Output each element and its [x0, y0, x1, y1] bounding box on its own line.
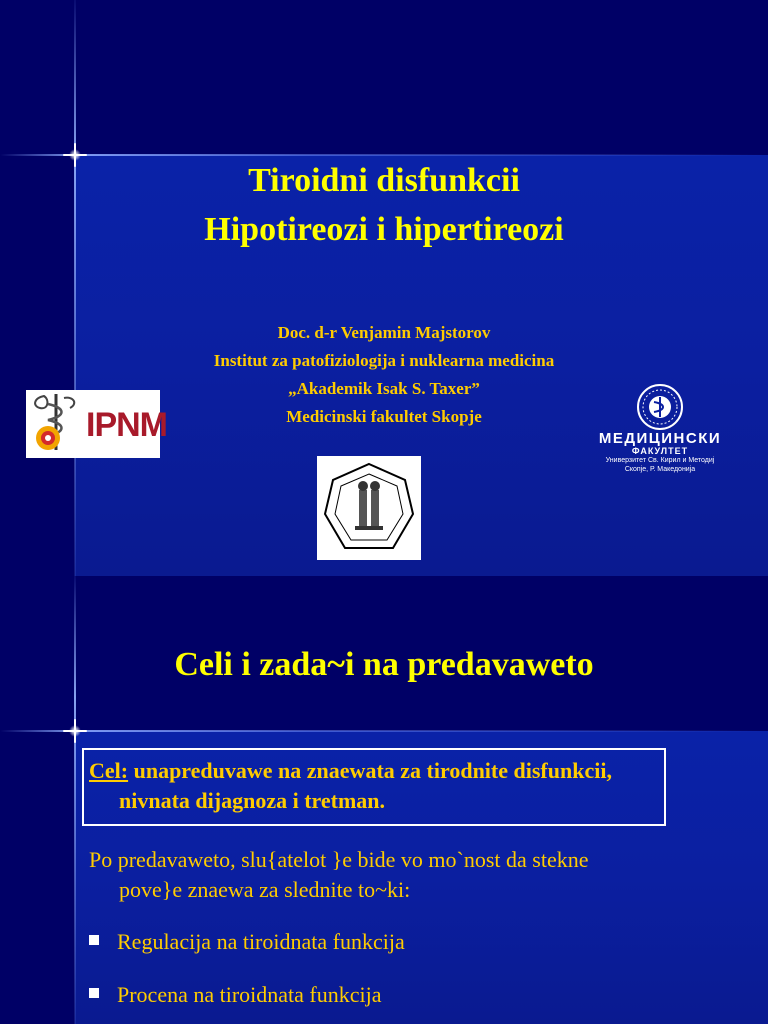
slide-2	[0, 576, 768, 1024]
medical-faculty-logo	[590, 384, 730, 480]
decor-line	[0, 154, 768, 156]
medical-faculty-name: МЕДИЦИНСКИ	[598, 430, 722, 447]
goal-label: Cel:	[89, 758, 129, 783]
bullet-square-icon	[89, 935, 99, 945]
list-item	[89, 927, 405, 957]
ipnm-logo-text: IPNM	[86, 406, 167, 444]
ipnm-logo	[26, 390, 167, 458]
university-line1: Универзитет Св. Кирил и Методиј	[605, 457, 715, 464]
objectives-intro-line1: Po predavaweto, slu{atelot }e bide vo mo`nost da stekne	[89, 847, 589, 872]
goal-line1: unapreduvawe na znaewata za tirodnite disfunkcii,	[128, 758, 612, 783]
decor-line	[74, 576, 76, 1024]
university-seal-icon	[317, 456, 421, 560]
medical-faculty-university	[590, 456, 730, 474]
medical-faculty-subtitle: ФАКУЛТЕТ	[631, 446, 689, 456]
caduceus-icon	[26, 390, 86, 458]
decor-line	[74, 0, 76, 576]
slide-heading: Celi i zada~i na predavaweto	[174, 646, 594, 683]
university-line2: Скопје, Р. Македонија	[624, 466, 696, 473]
goal-line2: nivnata dijagnoza i tretman.	[119, 788, 386, 813]
faculty-name: Medicinski fakultet Skopje	[286, 407, 482, 426]
list-item	[89, 980, 382, 1010]
objectives-intro	[89, 845, 749, 905]
author-name: Doc. d-r Venjamin Majstorov	[277, 323, 491, 342]
objectives-intro-line2: pove}e znaewa za slednite to~ki:	[119, 877, 411, 902]
sparkle-glow	[69, 149, 81, 161]
university-seal	[317, 456, 421, 560]
institute-name: Institut za patofiziologija i nuklearna medicina	[213, 351, 555, 370]
goal-text	[89, 756, 729, 816]
slide-title-line1: Tiroidni disfunkcii	[248, 162, 520, 199]
bullet-square-icon	[89, 988, 99, 998]
sparkle-glow	[69, 725, 81, 737]
slide-title-line2: Hipotireozi i hipertireozi	[204, 211, 564, 248]
medical-faculty-emblem-icon	[590, 384, 730, 430]
list-item-text: Regulacija na tiroidnata funkcija	[117, 929, 405, 954]
list-item-text: Procena na tiroidnata funkcija	[117, 982, 382, 1007]
institute-named-after: „Akademik Isak S. Taxer”	[288, 379, 480, 398]
decor-line	[0, 730, 768, 732]
